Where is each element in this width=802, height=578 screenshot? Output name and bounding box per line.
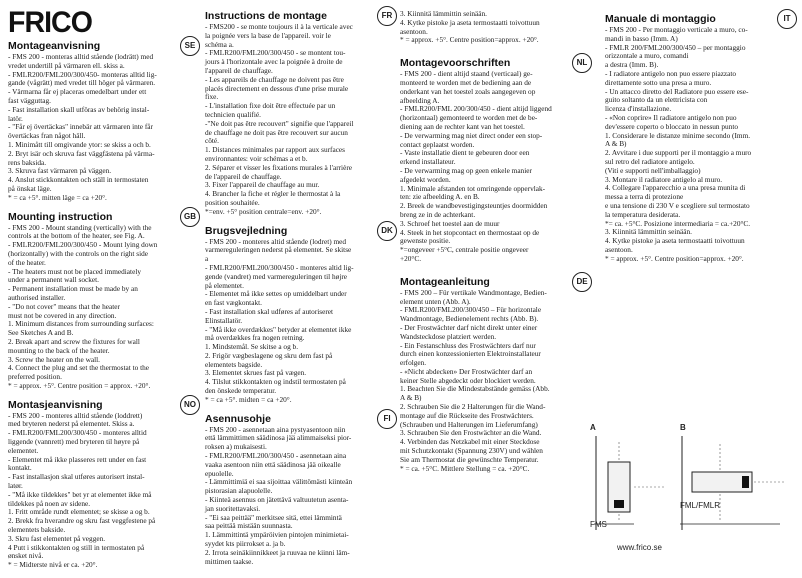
- text-line: - «Non coprire» Il radiatore antigelo non puo: [605, 112, 737, 122]
- text-line: 1. Minimale afstanden tot omringende oppervlak-: [400, 183, 546, 193]
- section-title-nl: Montagevoorschriften: [400, 57, 511, 70]
- text-line: 4. Anslut stickkontakten och ställ in termostaten: [8, 175, 149, 185]
- text-line: monteerd te worden met de bediening aan de: [400, 77, 532, 87]
- text-line: 2. Frigör vægbeslagene og skru dem fast på: [205, 350, 333, 360]
- text-line: licenza d'installazione.: [605, 104, 672, 114]
- text-line: 2. Irrota seinäkiinnikkeet ja ruuvaa ne kiinni läm-: [205, 547, 350, 557]
- text-line: asentoon.: [400, 26, 428, 36]
- text-line: de l'appareil de chauffage.: [205, 171, 282, 181]
- text-line: - "Må ikke tildekkes" bet yr at elementet ikke må: [8, 489, 152, 499]
- text-line: controls at the bottom of the heater, see Fig. A.: [8, 231, 145, 241]
- text-line: 3. Skru fast elementet på veggen.: [8, 533, 106, 543]
- text-line: breng ze in de achterkant.: [400, 209, 476, 219]
- section-se: [8, 40, 200, 203]
- section-body-fi-continued: [400, 10, 592, 45]
- text-line: 4. Brancher la fiche et régler le thermostat à la: [205, 189, 341, 199]
- text-line: mit Schutzkontakt (Spannung 230V) und wählen: [400, 446, 543, 456]
- section-body-nl: [400, 70, 592, 264]
- section-body-dk: [205, 238, 397, 405]
- text-line: 1. Distances minimales par rapport aux surfaces: [205, 145, 346, 155]
- text-line: må overdækkes fra nogen retning.: [205, 333, 305, 343]
- text-line: côté.: [205, 136, 219, 146]
- text-line: epuolelle.: [205, 468, 234, 478]
- section-title-fr: Instructions de montage: [205, 10, 327, 22]
- text-line: Wandsteckdose platziert werden.: [400, 331, 497, 341]
- text-line: ønsket nivå.: [8, 551, 44, 561]
- text-line: mounting to the back of the heater.: [8, 345, 110, 355]
- text-line: schéma a.: [205, 39, 234, 49]
- section-fi-continued: [400, 10, 592, 45]
- text-line: 2. Breek de wandbevestigingsteuntjes doormidden: [400, 201, 548, 211]
- text-line: +20°C.: [400, 253, 422, 263]
- section-dk: [205, 225, 397, 405]
- text-line: latör.: [8, 113, 23, 123]
- text-line: 4 Putt i stikkontakten og still in termostaten på: [8, 542, 145, 552]
- text-line: e una tensione di 230 V e scegliere sul termostato: [605, 200, 750, 210]
- text-line: * = approx. +5°. Centre position=approx. +20°.: [605, 253, 744, 263]
- text-line: gande (vågrätt) med vredet till höger på värmaren.: [8, 78, 156, 88]
- text-line: - Fast installation skal udføres af autoriseret: [205, 306, 334, 316]
- text-line: onderkant van het toestel zoals aangegeven op: [400, 86, 536, 96]
- text-line: latør.: [8, 481, 23, 491]
- text-line: - FMS 200 - monteras alltid stående (lodrätt) med: [8, 52, 154, 61]
- section-de: [400, 276, 592, 474]
- text-line: * = ca +5°. midten = ca +20°.: [205, 394, 292, 404]
- section-title-se: Montageanvisning: [8, 40, 101, 52]
- section-body-it: [605, 26, 797, 264]
- text-line: element unten (Abb. A).: [400, 296, 471, 306]
- text-line: - De verwarming mag op geen enkele manier: [400, 165, 532, 175]
- text-line: - FMLR200/FML200/300/450- monteras alltid lig-: [8, 69, 157, 79]
- text-line: 4. Steek in het stopcontact en thermostaat op de: [400, 227, 540, 237]
- text-line: 4. Kytke pistoke ja aseta termostaatti toivottuun: [605, 236, 745, 246]
- text-line: jours à l'horizontale avec la poignée à droite de: [205, 57, 343, 67]
- section-it: [605, 13, 797, 264]
- text-line: -"Ne doit pas être recouvert" signifie que l'appareil: [205, 118, 354, 128]
- text-line: of the heater.: [8, 257, 46, 267]
- section-body-fr: [205, 23, 397, 217]
- text-line: - Der Frostwächter darf nicht direkt unter einer: [400, 322, 538, 332]
- text-line: - FMLR200/FML200/300/450 - asennetaan aina: [205, 451, 347, 461]
- text-line: elementet.: [8, 445, 39, 455]
- text-line: - The heaters must not be placed immediately: [8, 266, 141, 276]
- text-line: - FMLR200/FML 200/300/450 - dient altijd liggend: [400, 104, 552, 114]
- language-badge-no: NO: [180, 395, 200, 415]
- section-body-de: [400, 289, 592, 474]
- figure-a-fms-drawing: [594, 432, 672, 532]
- text-line: dev'essere coperto o bloccato in nessun punto: [605, 121, 739, 131]
- column-1: [8, 40, 200, 578]
- text-line: vaaka asentoon niin että säädinosa jää oikealle: [205, 459, 341, 469]
- text-line: - Les appareils de chauffage ne doivent pas être: [205, 74, 344, 84]
- text-line: liggende (vannrett) med bryteren til høyre på: [8, 437, 140, 447]
- text-line: - FMS 200 - dient altijd staand (verticaal) ge-: [400, 69, 533, 79]
- figure-a-label: A: [590, 423, 596, 432]
- text-line: - FMLR200/FML200/300/450 - Mount lying down: [8, 240, 158, 250]
- text-line: jan suoritettavaksi.: [205, 503, 261, 513]
- text-line: - Vaste installatie dient te gebeuren door een: [400, 148, 530, 158]
- text-line: en fast vægkontakt.: [205, 298, 262, 308]
- text-line: övertäckas fran något häll.: [8, 131, 86, 141]
- text-line: - Elementet må ikke settes op umiddelbart under: [205, 289, 347, 299]
- text-line: (Viti e supporti nell'imballaggio): [605, 165, 701, 175]
- text-line: a: [205, 254, 209, 264]
- text-line: fixe.: [205, 92, 219, 102]
- text-line: la temperatura desiderata.: [605, 209, 681, 219]
- language-badge-gb: GB: [180, 207, 200, 227]
- text-line: preferred position.: [8, 372, 62, 382]
- text-line: 2. Séparer et visser les fixations murales à l'arrière: [205, 162, 352, 172]
- text-line: - FMLR200/FML200/300/450 - monteres altid lig-: [205, 262, 354, 272]
- text-line: - FMS 200 - monteres alltid stående (loddrett): [8, 410, 143, 420]
- text-line: must not be covered in any direction.: [8, 310, 117, 320]
- language-badge-de: DE: [572, 272, 592, 292]
- text-line: technicien qualifié.: [205, 109, 261, 119]
- text-line: gewenste positie.: [400, 236, 451, 246]
- text-line: Wandmontage, Bedienelement rechts (Abb. B).: [400, 314, 539, 324]
- text-line: (horizontaal) gemonteerd te worden met de be-: [400, 113, 538, 123]
- text-line: den önskede temperatur.: [205, 386, 277, 396]
- text-line: de chauffage ne doit pas être recouvert sur aucun: [205, 127, 348, 137]
- text-line: 3. Fixer l'appareil de chauffage au mur.: [205, 180, 320, 190]
- text-line: 4. Tilslut stikkontakten og indstil termostaten på: [205, 377, 346, 387]
- text-line: 4. Verbinden das Netzkabel mit einer Steckdose: [400, 437, 540, 447]
- text-line: asentoon.: [605, 244, 633, 254]
- figure-b-label: B: [680, 423, 686, 432]
- text-line: 4. Connect the plug and set the thermostat to the: [8, 363, 150, 373]
- text-line: pistorasian alapuolelle.: [205, 486, 273, 496]
- text-line: gende (vandret) med varmereguleringen til højre: [205, 271, 348, 281]
- section-title-it: Manuale di montaggio: [605, 13, 716, 25]
- column-3: [400, 10, 592, 481]
- text-line: * = Midterste nivå er ca. +20°.: [8, 560, 98, 570]
- text-line: 2. Avvitare i due supporti per il montaggio a muro: [605, 148, 752, 158]
- text-line: authorised installer.: [8, 292, 66, 302]
- text-line: 1. Minimum distances from surrounding surfaces:: [8, 319, 154, 329]
- text-line: - FMS 200 – Für vertikale Wandmontage, Bedien-: [400, 287, 547, 297]
- text-line: *= ca. +5°C. Posizione intermediaria = ca.+20°C.: [605, 218, 751, 228]
- text-line: - "Må ikke overdækkes" betyder at elementet ikke: [205, 324, 352, 334]
- text-line: 3. Kiinnitä lämmittin seinään.: [400, 9, 487, 18]
- language-badge-fi: FI: [377, 409, 397, 429]
- text-line: guito soltanto da un elettricista con: [605, 95, 708, 105]
- text-line: mittimen taakse.: [205, 556, 254, 566]
- text-line: sul retro del radiatore antigelo.: [605, 156, 695, 166]
- text-line: - FMS 200 - monteres altid stående (lodret) med: [205, 236, 347, 246]
- text-line: 3. Screw the heater on the wall.: [8, 354, 100, 364]
- section-fr: [205, 10, 397, 217]
- text-line: A & B): [400, 393, 422, 403]
- text-line: saa peittää mistään suunnasta.: [205, 521, 293, 531]
- text-line: 2. Schrauben Sie die 2 Halterungen für die Wand-: [400, 402, 546, 412]
- text-line: - FMLR 200/FML200/300/450 – per montaggio: [605, 42, 746, 52]
- text-line: - "Ei saa peittää" merkitsee sitä, ettei lämmintä: [205, 512, 342, 522]
- website-url: www.frico.se: [617, 543, 662, 552]
- language-badge-se: SE: [180, 36, 200, 56]
- text-line: vredet undertill på värmaren ell. skiss a.: [8, 60, 125, 70]
- text-line: 3. Montare il radiatore antigelo al muro.: [605, 174, 723, 184]
- section-title-gb: Mounting instruction: [8, 210, 113, 223]
- text-line: diening aan de rechter kant van het toestel.: [400, 121, 525, 131]
- text-line: 1. Mindstemål. Se skitse a og b.: [205, 342, 299, 352]
- text-line: 1. Fritt område rundt elementet; se skisse a og b.: [8, 507, 150, 517]
- figure-a-caption: FMS: [590, 520, 607, 529]
- text-line: - De verwarming mag niet direct onder een stop-: [400, 130, 543, 140]
- text-line: 2. Bryt isär och skruva fast väggfästena på värma-: [8, 148, 155, 158]
- text-line: montage auf die Rückseite des Frostwächters.: [400, 410, 534, 420]
- frico-logo: FRICO: [8, 6, 92, 39]
- text-line: durch einen konzessionierten Elektroinstallateur: [400, 349, 541, 359]
- section-body-no: [8, 412, 200, 570]
- text-line: A & B): [605, 139, 627, 149]
- text-line: 3. Kiinnitä lämmittin seinään.: [605, 227, 692, 237]
- text-line: 4. Collegare l'apparecchio a una presa munita di: [605, 183, 746, 193]
- text-line: * = approx. +5°. Centre position = approx. +20°.: [8, 380, 151, 390]
- section-body-gb: [8, 224, 200, 391]
- text-line: - Lämmittimiä ei saa sijoittaa välittömästi kiinteän: [205, 477, 353, 487]
- text-line: Elinstallatör.: [205, 315, 243, 325]
- text-line: afgedekt worden.: [400, 174, 451, 184]
- text-line: - Värmarna får ej placeras omedelbart under ett: [8, 87, 147, 97]
- text-line: varmereguleringen nederst på elementet. Se skitse: [205, 245, 352, 255]
- text-line: l'appareil de chauffage.: [205, 65, 273, 75]
- text-line: elementets bagside.: [205, 359, 263, 369]
- text-line: - FMLR200/FML200/300/450 – Für horizontale: [400, 305, 542, 315]
- text-line: erfolgen.: [400, 358, 427, 368]
- text-line: roksen a) mukaisesti.: [205, 442, 267, 452]
- text-line: på elementet.: [205, 280, 244, 290]
- text-line: på önskat läge.: [8, 183, 52, 193]
- text-line: - Permanent installation must be made by an: [8, 284, 138, 294]
- text-line: - FMS 200 - asennetaan aina pystyasentoon niin: [205, 424, 346, 434]
- text-line: messa a terra di protezione: [605, 192, 684, 202]
- text-line: 1. Lämmittintä ympäröivien pintojen minimietai-: [205, 530, 349, 540]
- fml-control-knob: [742, 476, 749, 488]
- text-line: environnantes: voir schémas a et b.: [205, 153, 308, 163]
- text-line: direttamente sotto una presa a muro.: [605, 77, 712, 87]
- language-badge-dk: DK: [377, 221, 397, 241]
- text-line: 4. Kytke pistoke ja aseta termostaatti toivottuun: [400, 17, 540, 27]
- text-line: la poignée vers la base de l'appareil. voir le: [205, 30, 331, 40]
- language-badge-fr: FR: [377, 6, 397, 26]
- text-line: - FMS 200 - Mount standing (vertically) with the: [8, 222, 152, 232]
- text-line: 3. Elementet skrues fast på vægen.: [205, 368, 307, 378]
- text-line: ten: zie afbeelding A. en B.: [400, 192, 480, 202]
- text-line: 1. Beachten Sie die Mindestabstände gemäss (Abb.: [400, 384, 550, 394]
- text-line: placés directement en dessous d'une prise murale: [205, 83, 349, 93]
- text-line: - Fast installation skall utföras av behörig instal-: [8, 104, 150, 114]
- text-line: - Fast installasjon skal utføres autorisert instal-: [8, 472, 145, 482]
- figure-b-fml-drawing: [680, 432, 790, 532]
- section-title-de: Montageanleitung: [400, 275, 490, 288]
- text-line: *=env. +5° position centrale=env. +20°.: [205, 206, 322, 216]
- text-line: 1. Considerare le distanze minime secondo (Imm.: [605, 130, 751, 140]
- text-line: * = ca. +5°C. Mittlere Stellung = ca. +20°C.: [400, 463, 530, 473]
- text-line: under a permanent wall socket.: [8, 275, 99, 285]
- text-line: - "Får ej övertäckas" innebär att värmaren inte får: [8, 122, 153, 132]
- text-line: - «Nicht abdecken» Der Frostwächter darf an: [400, 366, 533, 376]
- text-line: orizzontale a muro, comandi: [605, 51, 689, 61]
- text-line: *=ongeveer +5°C, centrale positie ongeveer: [400, 245, 529, 255]
- text-line: elementets bakside.: [8, 525, 66, 535]
- text-line: See Sketches A and B.: [8, 328, 74, 338]
- text-line: - FMS 200 - Per montaggio verticale a muro, co-: [605, 25, 748, 34]
- language-badge-it: IT: [777, 9, 797, 29]
- section-fi: [205, 413, 397, 567]
- text-line: * = ca +5°. mitten läge = ca +20°.: [8, 192, 107, 202]
- section-title-fi: Asennusohje: [205, 412, 271, 425]
- section-body-fi: [205, 426, 397, 567]
- text-line: - FMLR200/FML200/300/450 - monteres alltid: [8, 428, 147, 438]
- figure-b-caption: FML/FMLR: [680, 501, 720, 510]
- section-no: [8, 399, 200, 570]
- column-2: [205, 10, 397, 574]
- text-line: että lämmittimen säädinosa jää alimmaiseksi pior-: [205, 433, 352, 443]
- text-line: 2. Break apart and screw the fixtures for wall: [8, 336, 140, 346]
- text-line: med bryteren nederst på elementet. Skiss a.: [8, 419, 135, 429]
- text-line: (horizontally) with the controls on the right side: [8, 248, 149, 258]
- section-nl: [400, 57, 592, 264]
- text-line: - L'installation fixe doit être effectuée par un: [205, 101, 336, 111]
- text-line: - I radiatore antigelo non puo essere piazzato: [605, 68, 737, 78]
- text-line: 3. Skruva fast värmaren på väggen.: [8, 166, 112, 176]
- text-line: keiner Stelle abgedeckt oder blockiert werden.: [400, 375, 536, 385]
- text-line: mandi in basso (Imm. A): [605, 33, 678, 43]
- text-line: rens baksida.: [8, 157, 47, 167]
- text-line: kontakt.: [8, 463, 32, 473]
- text-line: Sie am Thermostat die gewünschte Temperatur.: [400, 454, 539, 464]
- text-line: - Ein Festanschluss des Frostwächters darf nur: [400, 340, 536, 350]
- text-line: fast vägguttag.: [8, 95, 51, 105]
- text-line: * = approx. +5°. Centre position=approx. +20°.: [400, 35, 539, 45]
- text-line: erkend installateur.: [400, 157, 456, 167]
- text-line: - "Do not cover" means that the heater: [8, 301, 120, 311]
- section-title-no: Montasjeanvisning: [8, 398, 103, 411]
- text-line: afbeelding A.: [400, 95, 440, 105]
- text-line: - Kiinteä asennus on jätettävä valtuutetun asenta-: [205, 495, 349, 505]
- text-line: - Un attacco diretto del Radiatore puo essere ese-: [605, 86, 749, 96]
- text-line: 1. Minimått till omgivande ytor: se skiss a och b.: [8, 139, 151, 149]
- text-line: - Elementet må ikke plasseres rett under en fast: [8, 454, 147, 464]
- text-line: (Schrauben und Halterungen im Lieferumfang): [400, 419, 538, 429]
- text-line: - FMLR200/FML200/300/450 - se montent tou-: [205, 48, 346, 58]
- text-line: tildekkes på noen av sidene.: [8, 498, 91, 508]
- fms-control-knob: [614, 500, 624, 508]
- text-line: a destra (Imm. B).: [605, 60, 659, 70]
- section-title-dk: Brugsvejledning: [205, 224, 288, 237]
- text-line: position souhaitée.: [205, 197, 260, 207]
- text-line: 3. Schroef het toestel aan de muur: [400, 218, 500, 228]
- language-badge-nl: NL: [572, 53, 592, 73]
- column-4: [605, 13, 797, 272]
- text-line: 2. Brekk fra hverandre og skru fast veggfestene på: [8, 516, 156, 526]
- section-body-se: [8, 53, 200, 203]
- section-gb: [8, 211, 200, 391]
- text-line: syydet kts piirrokset a. ja b.: [205, 539, 286, 549]
- text-line: - FMS200 - se monte toujours il à la verticale avec: [205, 22, 353, 31]
- text-line: 3. Schrauben Sie den Frostwächter an die Wand.: [400, 428, 542, 438]
- text-line: contact geplaatst worden.: [400, 139, 475, 149]
